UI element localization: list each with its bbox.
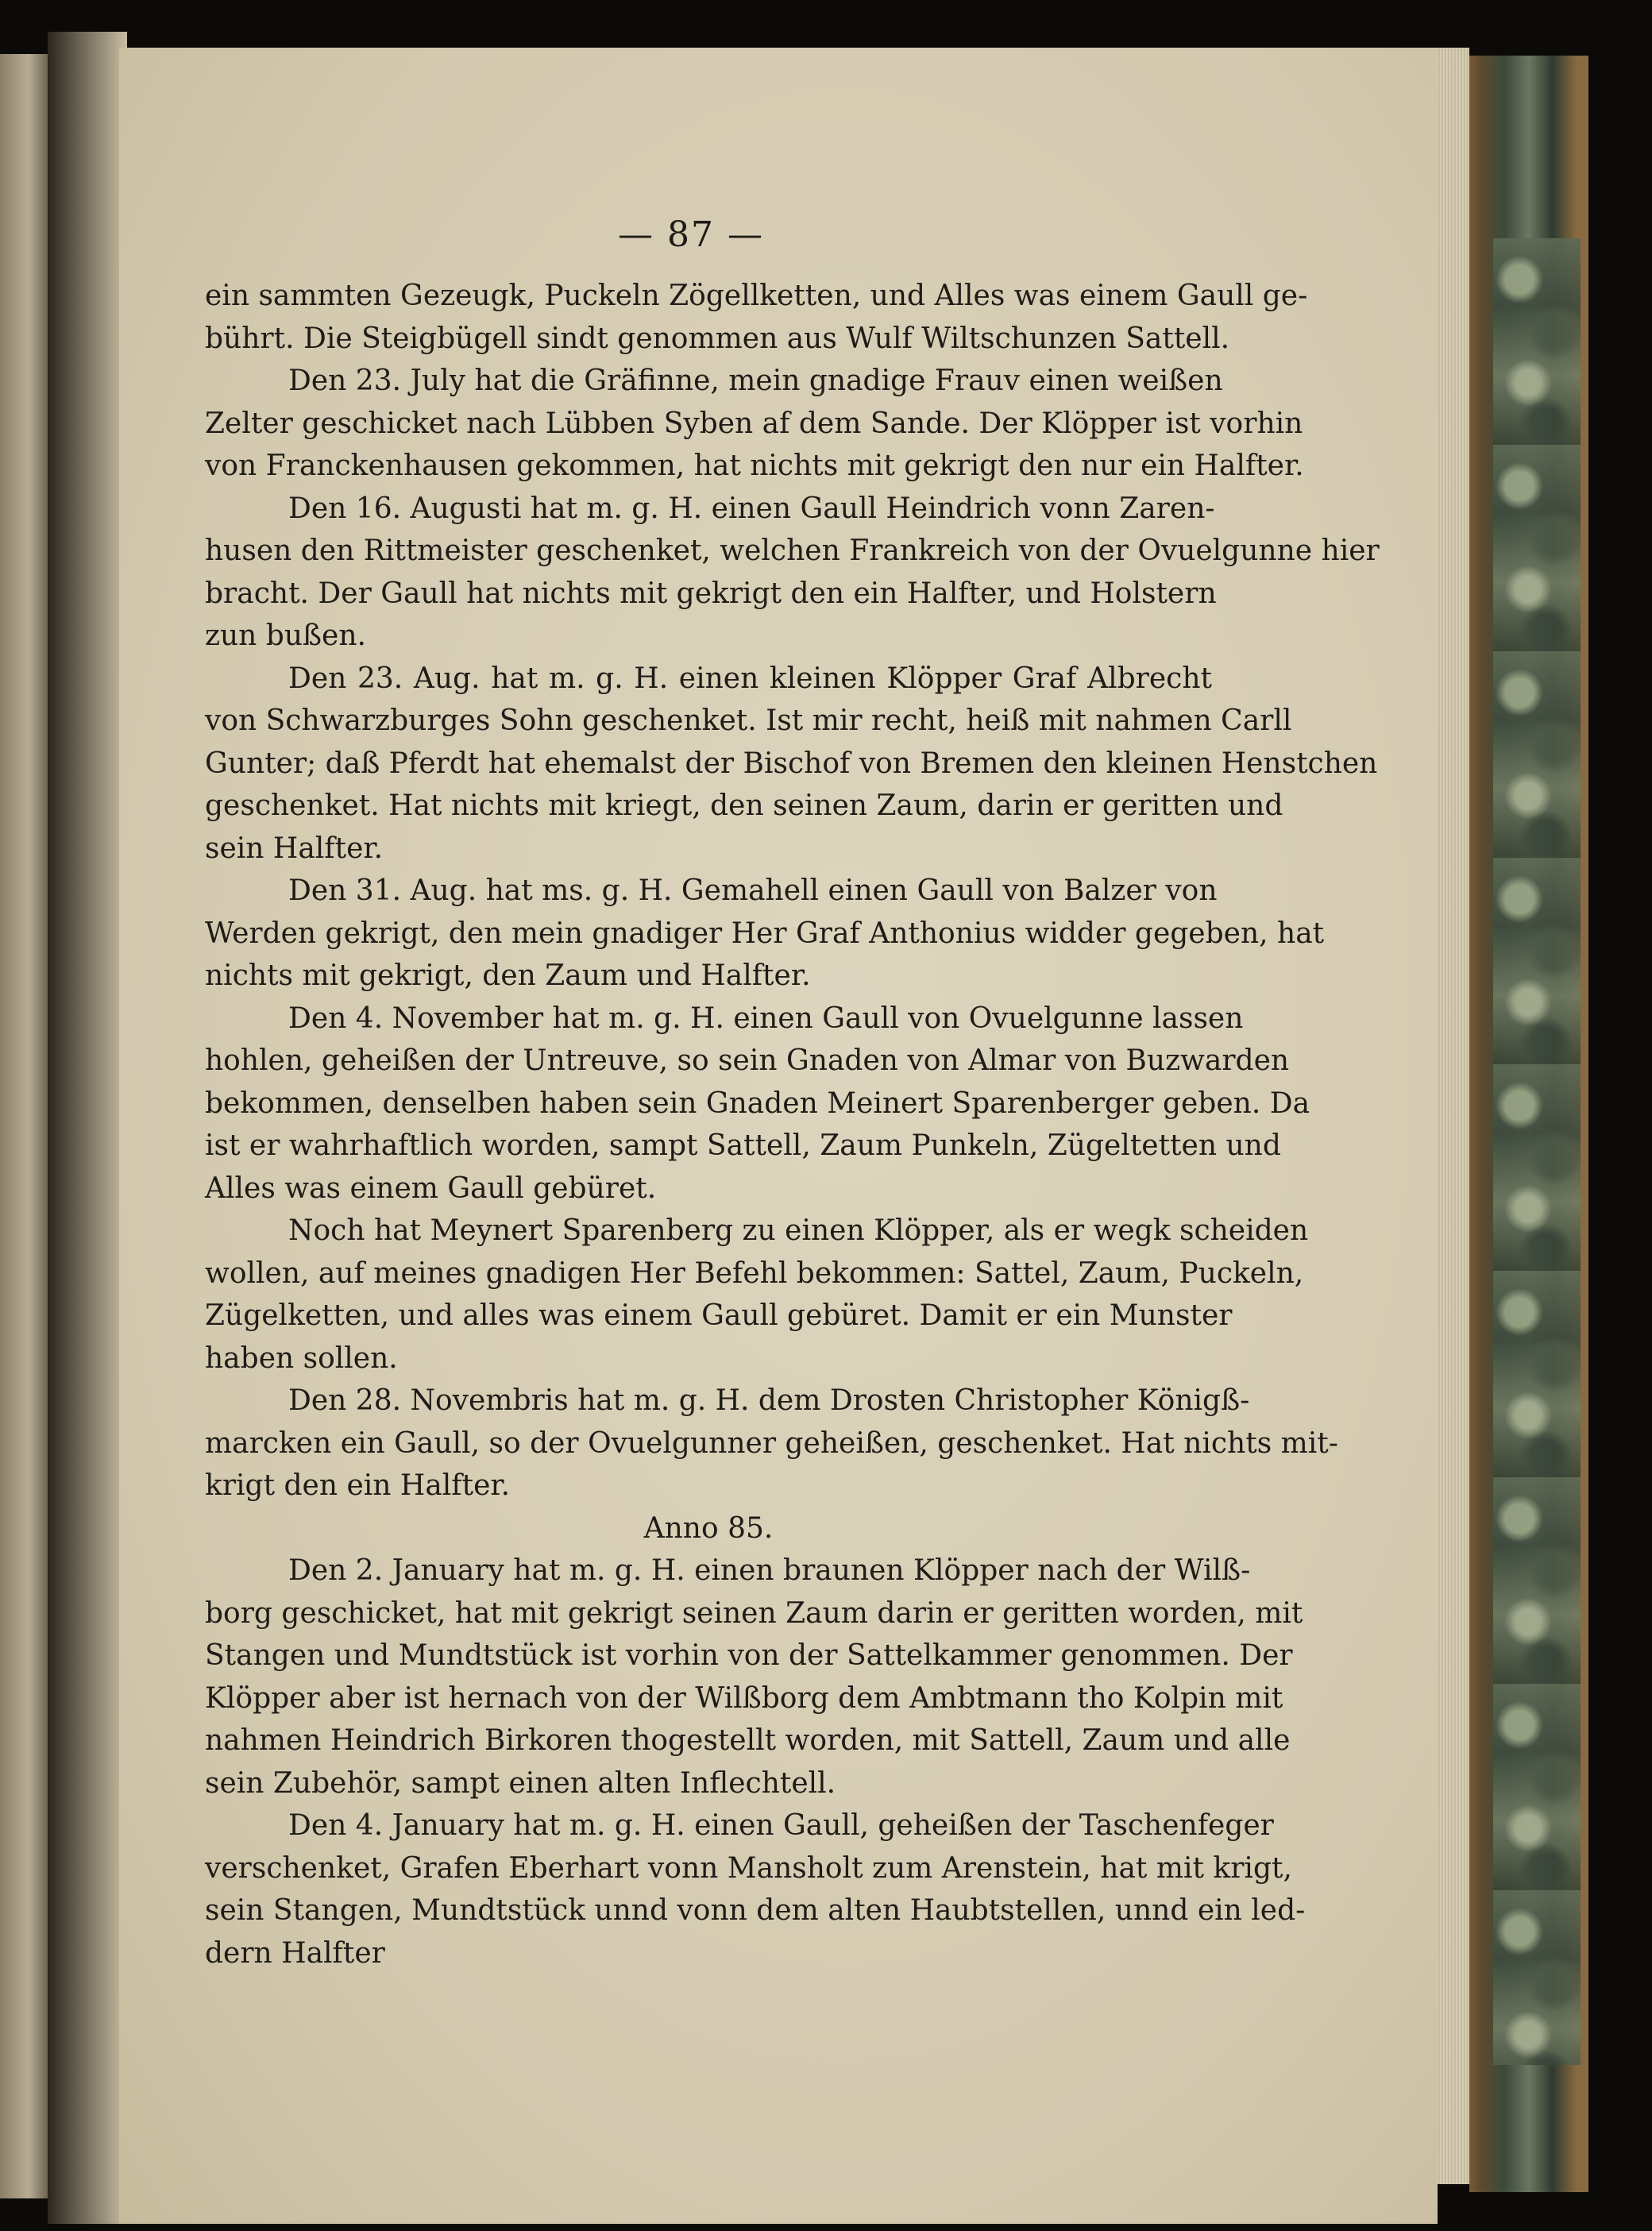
text-line: Stangen und Mundtstück ist vorhin von der Sattelkammer genommen. Der: [205, 1639, 1293, 1672]
text-line: geschenket. Hat nichts mit kriegt, den seinen Zaum, darin er geritten und: [205, 789, 1283, 822]
text-line: dern Halfter: [205, 1936, 385, 1970]
text-line: Klöpper aber ist hernach von der Wilßborg dem Ambtmann tho Kolpin mit: [205, 1681, 1283, 1715]
text-line: sein Zubehör, sampt einen alten Inflechtell.: [205, 1766, 836, 1800]
text-line: Werden gekrigt, den mein gnadiger Her Graf Anthonius widder gegeben, hat: [205, 917, 1325, 950]
text-line: borg geschicket, hat mit gekrigt seinen Zaum darin er geritten worden, mit: [205, 1596, 1303, 1630]
text-line: Den 2. January hat m. g. H. einen braunen Klöpper nach der Wilß-: [288, 1554, 1251, 1587]
text-line: Zügelketten, und alles was einem Gaull gebüret. Damit er ein Munster: [205, 1299, 1233, 1332]
text-line: von Franckenhausen gekommen, hat nichts mit gekrigt den nur ein Halfter.: [205, 450, 1304, 482]
text-line: sein Stangen, Mundtstück unnd vonn dem alten Haubtstellen, unnd ein led-: [205, 1894, 1306, 1927]
text-line: Den 4. November hat m. g. H. einen Gaull von Ovuelgunne lassen: [288, 1002, 1244, 1035]
text-line: Den 4. January hat m. g. H. einen Gaull, geheißen der Taschenfeger: [288, 1809, 1274, 1842]
text-line: Den 16. Augusti hat m. g. H. einen Gaull Heindrich vonn Zaren-: [288, 492, 1215, 525]
text-line: marcken ein Gaull, so der Ovuelgunner geheißen, geschenket. Hat nichts mit-: [205, 1426, 1338, 1460]
text-line: Zelter geschicket nach Lübben Syben af dem Sande. Der Klöpper ist vorhin: [205, 407, 1303, 440]
marbled-endpaper: [1493, 238, 1581, 2065]
text-line: bührt. Die Steigbügell sindt genommen aus Wulf Wiltschunzen Sattell.: [205, 322, 1230, 355]
text-line: zun bußen.: [205, 620, 366, 652]
text-line: husen den Rittmeister geschenket, welchen Frankreich von der Ovuelgunne hier: [205, 535, 1380, 567]
text-line: Den 28. Novembris hat m. g. H. dem Drosten Christopher Königß-: [288, 1384, 1250, 1417]
text-line: nichts mit gekrigt, den Zaum und Halfter.: [205, 959, 811, 992]
text-line: krigt den ein Halfter.: [205, 1469, 511, 1502]
text-line: nahmen Heindrich Birkoren thogestellt worden, mit Sattell, Zaum und alle: [205, 1724, 1291, 1757]
text-line: Den 23. July hat die Gräfinne, mein gnadige Frauv einen weißen: [288, 365, 1223, 397]
text-line: bracht. Der Gaull hat nichts mit gekrigt den ein Halfter, und Holstern: [205, 577, 1217, 610]
text-line: wollen, auf meines gnadigen Her Befehl bekommen: Sattel, Zaum, Puckeln,: [205, 1256, 1304, 1290]
text-line: verschenket, Grafen Eberhart vonn Mansholt zum Arenstein, hat mit krigt,: [205, 1851, 1292, 1885]
page-number: — 87 —: [618, 214, 764, 255]
text-line: haben sollen.: [205, 1341, 398, 1375]
text-line: Noch hat Meynert Sparenberg zu einen Klöpper, als er wegk scheiden: [288, 1214, 1309, 1247]
text-line: von Schwarzburges Sohn geschenket. Ist mir recht, heiß mit nahmen Carll: [205, 704, 1292, 737]
text-line: Den 31. Aug. hat ms. g. H. Gemahell einen Gaull von Balzer von: [288, 874, 1218, 907]
facing-page-edge: [0, 54, 48, 2198]
text-line: Alles was einem Gaull gebüret.: [205, 1171, 657, 1205]
book-gutter: [48, 32, 127, 2224]
section-heading: Anno 85.: [643, 1511, 774, 1545]
text-line: ist er wahrhaftlich worden, sampt Sattell, Zaum Punkeln, Zügeltetten und: [205, 1129, 1281, 1162]
body-text: [205, 275, 1380, 1974]
text-line: sein Halfter.: [205, 832, 384, 865]
text-line: ein sammten Gezeugk, Puckeln Zögellketten, und Alles was einem Gaull ge-: [205, 280, 1308, 312]
text-line: Den 23. Aug. hat m. g. H. einen kleinen Klöpper Graf Albrecht: [288, 662, 1212, 695]
text-line: bekommen, denselben haben sein Gnaden Meinert Sparenberger geben. Da: [205, 1087, 1310, 1120]
page-edges: [1438, 48, 1469, 2184]
text-line: Gunter; daß Pferdt hat ehemalst der Bischof von Bremen den kleinen Henstchen: [205, 747, 1378, 780]
text-line: hohlen, geheißen der Untreuve, so sein Gnaden von Almar von Buzwarden: [205, 1044, 1290, 1077]
